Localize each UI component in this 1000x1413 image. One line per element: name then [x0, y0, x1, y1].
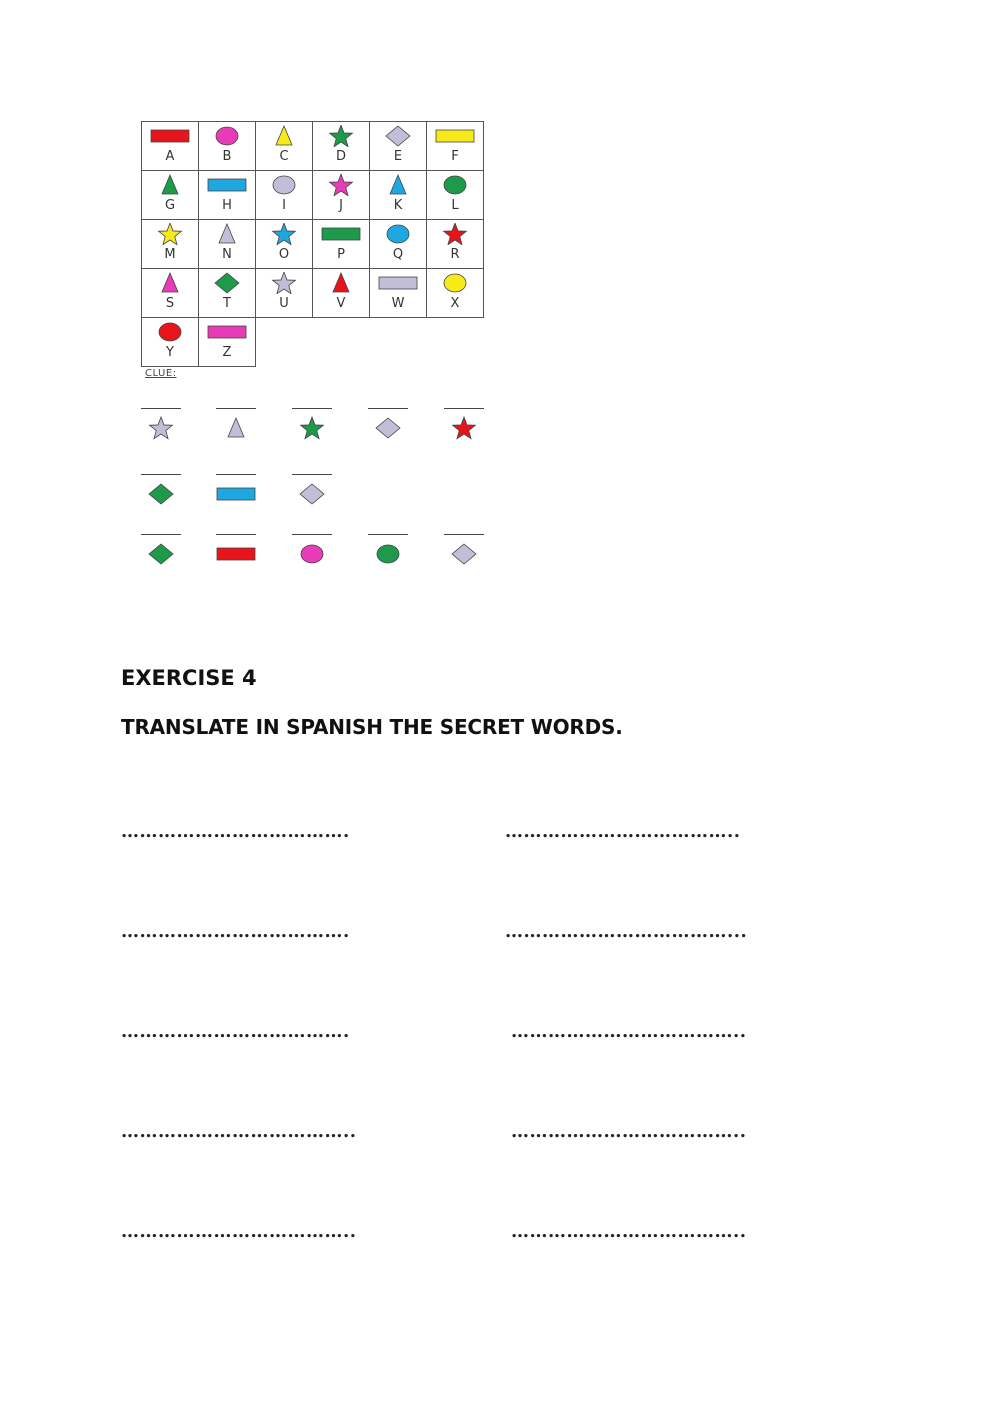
diamond-icon — [443, 541, 485, 567]
letter-blank-line — [292, 534, 332, 535]
key-cell-n — [199, 220, 256, 269]
key-cell-k — [370, 171, 427, 220]
star-mark — [273, 272, 296, 294]
star-mark — [301, 417, 324, 439]
key-letter: X — [450, 296, 460, 311]
key-letter: B — [222, 149, 232, 164]
clue-letter-slot[interactable] — [368, 534, 408, 580]
ellipse-mark — [444, 274, 466, 292]
star-icon — [443, 415, 485, 441]
key-letter: V — [336, 296, 346, 311]
letter-blank-line — [444, 408, 484, 409]
clue-letter-slot[interactable] — [444, 408, 484, 454]
triangle-mark — [162, 175, 178, 194]
answer-line-5-left[interactable]: ……………………………….. — [121, 1221, 357, 1242]
key-cell-p — [313, 220, 370, 269]
answer-line-2-left[interactable]: ………………………………. — [121, 921, 350, 942]
diamond-icon — [140, 481, 182, 507]
diamond-icon — [367, 415, 409, 441]
answer-line-5-right[interactable]: ……………………………….. — [511, 1221, 747, 1242]
rect-icon — [215, 541, 257, 567]
key-cell-t — [199, 269, 256, 318]
diamond-mark — [149, 484, 173, 504]
letter-blank-line — [216, 534, 256, 535]
key-letter: S — [165, 296, 175, 311]
key-letter: G — [164, 198, 176, 213]
key-letter: Y — [166, 345, 174, 360]
key-letter: F — [451, 149, 459, 164]
clue-letter-slot[interactable] — [141, 408, 181, 454]
key-letter: J — [339, 198, 343, 213]
star-mark — [273, 223, 296, 245]
rect-mark — [217, 548, 255, 560]
key-cell-f — [427, 122, 484, 171]
ellipse-mark — [377, 545, 399, 563]
exercise-title: EXERCISE 4 — [121, 666, 257, 690]
key-letter: U — [279, 296, 289, 311]
rect-icon — [377, 272, 419, 294]
ellipse-mark — [273, 176, 295, 194]
letter-blank-line — [292, 408, 332, 409]
ellipse-mark — [444, 176, 466, 194]
triangle-icon — [263, 125, 305, 147]
ellipse-icon — [206, 125, 248, 147]
ellipse-icon — [367, 541, 409, 567]
star-icon — [320, 174, 362, 196]
key-cell-v — [313, 269, 370, 318]
ellipse-icon — [263, 174, 305, 196]
key-letter: O — [278, 247, 290, 262]
diamond-icon — [291, 481, 333, 507]
star-icon — [149, 223, 191, 245]
triangle-icon — [206, 223, 248, 245]
letter-blank-line — [368, 408, 408, 409]
clue-letter-slot[interactable] — [292, 534, 332, 580]
rect-icon — [320, 223, 362, 245]
key-cell-m — [142, 220, 199, 269]
clue-letter-slot[interactable] — [368, 408, 408, 454]
star-icon — [263, 272, 305, 294]
rect-mark — [151, 130, 189, 142]
ellipse-icon — [434, 272, 476, 294]
exercise-instruction: TRANSLATE IN SPANISH THE SECRET WORDS. — [121, 715, 623, 739]
letter-blank-line — [141, 408, 181, 409]
letter-blank-line — [216, 474, 256, 475]
triangle-icon — [320, 272, 362, 294]
ellipse-mark — [301, 545, 323, 563]
key-cell-s — [142, 269, 199, 318]
key-letter: Q — [392, 247, 404, 262]
answer-line-4-right[interactable]: ……………………………….. — [511, 1121, 747, 1142]
key-cell-d — [313, 122, 370, 171]
diamond-mark — [215, 273, 239, 293]
triangle-mark — [228, 418, 244, 437]
key-cell-g — [142, 171, 199, 220]
ellipse-mark — [216, 127, 238, 145]
rect-icon — [434, 125, 476, 147]
key-letter: R — [450, 247, 460, 262]
diamond-icon — [140, 541, 182, 567]
key-letter: T — [223, 296, 231, 311]
clue-letter-slot[interactable] — [216, 474, 256, 520]
answer-line-1-left[interactable]: ………………………………. — [121, 821, 350, 842]
diamond-icon — [206, 272, 248, 294]
rect-icon — [215, 481, 257, 507]
key-cell-j — [313, 171, 370, 220]
key-cell-o — [256, 220, 313, 269]
ellipse-mark — [387, 225, 409, 243]
star-icon — [291, 415, 333, 441]
triangle-mark — [162, 273, 178, 292]
rect-icon — [206, 321, 248, 343]
key-letter: D — [335, 149, 346, 164]
triangle-mark — [276, 126, 292, 145]
diamond-mark — [386, 126, 410, 146]
key-cell-i — [256, 171, 313, 220]
star-mark — [330, 125, 353, 147]
key-cell-c — [256, 122, 313, 171]
key-letter: L — [451, 198, 459, 213]
key-letter: I — [282, 198, 286, 213]
clue-letter-slot[interactable] — [444, 534, 484, 580]
diamond-mark — [149, 544, 173, 564]
key-cell-h — [199, 171, 256, 220]
triangle-mark — [219, 224, 235, 243]
key-cell-u — [256, 269, 313, 318]
clue-label: CLUE: — [145, 368, 177, 379]
letter-blank-line — [216, 408, 256, 409]
rect-icon — [206, 174, 248, 196]
star-mark — [159, 223, 182, 245]
key-letter: A — [165, 149, 175, 164]
key-cell-a — [142, 122, 199, 171]
ellipse-icon — [291, 541, 333, 567]
triangle-mark — [333, 273, 349, 292]
key-cell-y — [142, 318, 199, 367]
star-mark — [453, 417, 476, 439]
key-cell-q — [370, 220, 427, 269]
triangle-icon — [149, 174, 191, 196]
star-mark — [330, 174, 353, 196]
triangle-icon — [377, 174, 419, 196]
clue-letter-slot[interactable] — [292, 474, 332, 520]
answer-line-1-right[interactable]: ……………………………….. — [505, 821, 741, 842]
key-letter: H — [222, 198, 232, 213]
clue-letter-slot[interactable] — [141, 534, 181, 580]
rect-mark — [217, 488, 255, 500]
key-letter: K — [393, 198, 403, 213]
star-icon — [320, 125, 362, 147]
clue-letter-slot[interactable] — [292, 408, 332, 454]
triangle-mark — [390, 175, 406, 194]
key-letter: M — [164, 247, 176, 262]
diamond-mark — [376, 418, 400, 438]
ellipse-mark — [159, 323, 181, 341]
key-letter: W — [391, 296, 405, 311]
answer-line-3-right[interactable]: ……………………………….. — [511, 1021, 747, 1042]
triangle-icon — [149, 272, 191, 294]
answer-line-4-left[interactable]: ……………………………….. — [121, 1121, 357, 1142]
triangle-icon — [215, 415, 257, 441]
answer-line-2-right[interactable]: ………………………………... — [505, 921, 748, 942]
star-icon — [140, 415, 182, 441]
key-cell-b — [199, 122, 256, 171]
letter-blank-line — [292, 474, 332, 475]
rect-mark — [208, 326, 246, 338]
letter-blank-line — [141, 474, 181, 475]
clue-letter-slot[interactable] — [216, 534, 256, 580]
key-letter: E — [393, 149, 403, 164]
key-letter: N — [222, 247, 232, 262]
letter-blank-line — [368, 534, 408, 535]
clue-letter-slot[interactable] — [141, 474, 181, 520]
key-letter: C — [279, 149, 289, 164]
rect-mark — [322, 228, 360, 240]
rect-mark — [436, 130, 474, 142]
letter-key-grid — [141, 121, 484, 367]
key-letter: Z — [222, 345, 232, 360]
rect-mark — [379, 277, 417, 289]
star-icon — [263, 223, 305, 245]
answer-line-3-left[interactable]: ………………………………. — [121, 1021, 350, 1042]
diamond-mark — [300, 484, 324, 504]
key-letter: P — [337, 247, 345, 262]
diamond-mark — [452, 544, 476, 564]
letter-blank-line — [141, 534, 181, 535]
key-cell-e — [370, 122, 427, 171]
key-cell-l — [427, 171, 484, 220]
key-cell-r — [427, 220, 484, 269]
clue-letter-slot[interactable] — [216, 408, 256, 454]
star-mark — [150, 417, 173, 439]
key-cell-z — [199, 318, 256, 367]
star-mark — [444, 223, 467, 245]
letter-blank-line — [444, 534, 484, 535]
rect-icon — [149, 125, 191, 147]
ellipse-icon — [434, 174, 476, 196]
rect-mark — [208, 179, 246, 191]
key-cell-x — [427, 269, 484, 318]
key-cell-w — [370, 269, 427, 318]
ellipse-icon — [377, 223, 419, 245]
star-icon — [434, 223, 476, 245]
diamond-icon — [377, 125, 419, 147]
ellipse-icon — [149, 321, 191, 343]
